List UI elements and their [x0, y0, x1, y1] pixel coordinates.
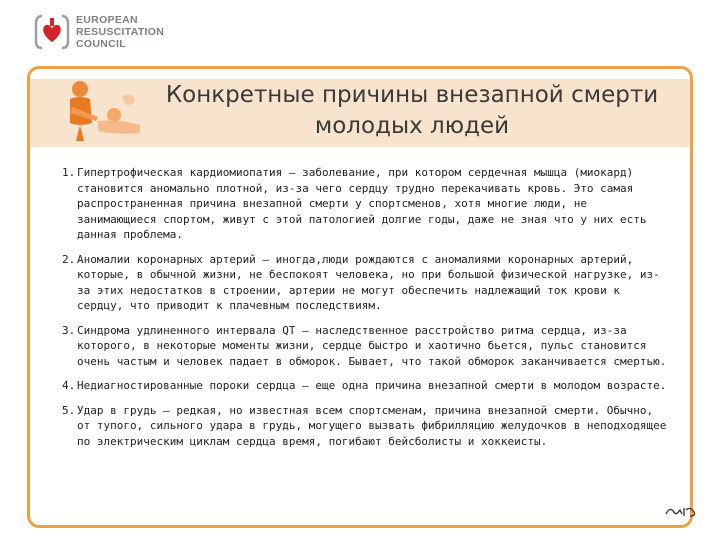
- list-item-number: 3.: [62, 323, 76, 337]
- list-item-text: Синдрома удлиненного интервала QT – наследственное расстройство ритма сердца, из-за которого, в некоторые моменты жизни, сердце быстро и хаотично бьется, пульс становится очень частым и человек падает в обморок. Бывает, что такой обморок заканчивается смертью.: [77, 323, 667, 368]
- list-item-number: 1.: [62, 166, 76, 179]
- list-item-text: Гипертрофическая кардиомиопатия – заболевание, при котором сердечная мышца (миокард) становится аномально плотной, из-за чего сердцу трудно перекачивать кровь. Это самая распространенная причина внезапной смерти у спортсменов, хотя многие люди, не занимающиеся спортом, живут с этой патологией долгие годы, даже не зная что у них есть данная проблема.: [77, 166, 647, 241]
- list-item-number: 4.: [62, 379, 76, 392]
- signature-mark-icon: [664, 504, 698, 518]
- slide-title: Конкретные причины внезапной смерти молодых людей: [165, 82, 659, 139]
- erc-logo: [34, 12, 164, 52]
- list-item: [62, 378, 668, 394]
- list-item-text: Недиагностированные пороки сердца – еще одна причина внезапной смерти в молодом возрасте.: [77, 379, 667, 392]
- list-item: [62, 403, 668, 450]
- list-item-text: Аномалии коронарных артерий – иногда,люди рождаются с аномалиями коронарных артерий, которые, в обычной жизни, не беспокоят человека, но при большой физической нагрузке, из-за этих недостатков в строении, артерии не могут обеспечить надлежащий ток крови к сердцу, что приводит к плачевным последствиям.: [77, 252, 660, 312]
- list-item: [62, 252, 668, 314]
- causes-list: [62, 165, 668, 458]
- list-item-number: 2.: [62, 252, 76, 266]
- logo-line-2: RESUSCITATION: [76, 26, 165, 38]
- cpr-illustration-icon: [58, 77, 148, 143]
- list-item: [62, 323, 668, 370]
- list-item-text: Удар в грудь – редкая, но известная всем спортсменам, причина внезапной смерти. Обычно, от тупого, сильного удара в грудь, могущего вызвать фибрилляцию желудочков в неподходящее по электрическим циклам сердца время, погибают бейсболисты и хоккеисты.: [77, 403, 667, 448]
- list-item: [62, 165, 668, 243]
- logo-line-1: EUROPEAN: [76, 14, 138, 26]
- content-frame: [27, 66, 693, 528]
- erc-heart-logo-icon: [34, 12, 70, 52]
- logo-wordmark: [76, 14, 164, 50]
- logo-line-3: COUNCIL: [76, 38, 126, 50]
- list-item-number: 5.: [62, 403, 76, 417]
